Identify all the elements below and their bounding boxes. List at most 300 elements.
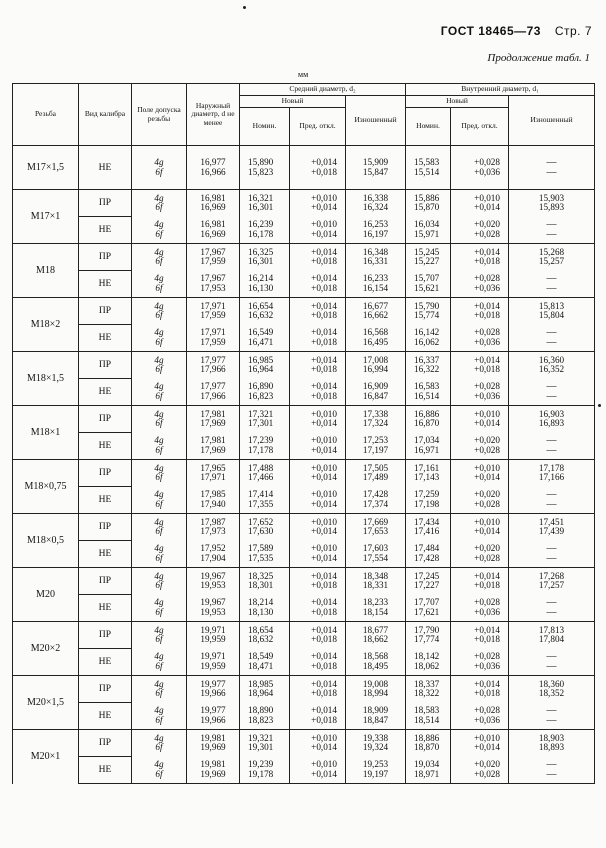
outer-diameter-values	[187, 190, 240, 217]
inner-deviation-values	[451, 757, 509, 784]
tolerance-values	[132, 514, 187, 541]
cell-value: 4g	[154, 570, 164, 581]
calibre-type: ПР	[79, 298, 132, 325]
cell-value: 18,994	[362, 688, 389, 699]
cell-value: +0,028	[474, 597, 500, 608]
cell-value: 16,847	[362, 390, 389, 401]
calibre-type: ПР	[79, 352, 132, 379]
inner-nominal-values	[406, 244, 451, 271]
inner-nominal-values	[406, 730, 451, 757]
cell-value: 16,154	[362, 282, 389, 293]
calibre-type: ПР	[79, 730, 132, 757]
inner-nominal-values	[406, 271, 451, 298]
cell-value: 16,886	[414, 408, 440, 419]
cell-value: 4g	[154, 273, 164, 284]
cell-value: +0,014	[311, 678, 337, 689]
inner-nominal-values	[406, 595, 451, 622]
cell-value: +0,018	[311, 282, 337, 293]
cell-value: 17,535	[248, 552, 274, 563]
cell-value: +0,010	[311, 192, 337, 203]
cell-value: 17,268	[538, 570, 565, 581]
cell-value: +0,028	[474, 498, 500, 509]
cell-value: 17,321	[248, 408, 274, 419]
pitch-worn-values	[346, 325, 406, 352]
cell-value: 4g	[154, 354, 164, 365]
cell-value: +0,010	[474, 516, 500, 527]
tolerance-values	[132, 622, 187, 649]
cell-value: 4g	[154, 192, 164, 203]
tolerance-values	[132, 379, 187, 406]
cell-value: 15,890	[248, 157, 274, 167]
cell-value: +0,010	[311, 219, 337, 230]
inner-worn-values	[509, 541, 595, 568]
pitch-worn-values	[346, 568, 406, 595]
cell-value: —	[546, 273, 557, 285]
cell-value: 17,034	[414, 435, 440, 446]
cell-value: +0,014	[311, 624, 337, 635]
calibre-type: НЕ	[79, 541, 132, 568]
cell-value: 4g	[154, 624, 164, 635]
tolerance-values	[132, 487, 187, 514]
pitch-deviation-values	[290, 541, 346, 568]
cell-value: 18,130	[248, 606, 274, 617]
pitch-worn-values	[346, 352, 406, 379]
pitch-deviation-values	[290, 703, 346, 730]
calibre-type: ПР	[79, 622, 132, 649]
outer-diameter-values	[187, 217, 240, 244]
cell-value: +0,014	[474, 526, 500, 537]
cell-value: 16,981	[200, 192, 226, 203]
col-inner-nominal: Номин.	[406, 108, 451, 146]
cell-value: +0,010	[474, 462, 500, 473]
cell-value: 16,971	[414, 444, 440, 455]
cell-value: +0,036	[474, 606, 500, 617]
cell-value: +0,018	[311, 606, 337, 617]
inner-nominal-values	[406, 757, 451, 784]
cell-value: 17,959	[200, 336, 226, 347]
cell-value: 19,981	[200, 759, 226, 770]
tolerance-values	[132, 541, 187, 568]
col-inner-deviation: Пред. откл.	[451, 108, 509, 146]
cell-value: +0,010	[311, 435, 337, 446]
thread-label: M20×2	[13, 622, 79, 676]
pitch-deviation-values	[290, 146, 346, 190]
cell-value: 16,568	[362, 327, 389, 338]
cell-value: 6f	[155, 228, 163, 239]
inner-deviation-values	[451, 146, 509, 190]
cell-value: +0,036	[474, 390, 500, 401]
pitch-nominal-values	[240, 568, 290, 595]
cell-value: 16,034	[414, 219, 440, 230]
cell-value: +0,036	[474, 714, 500, 725]
calibre-type: ПР	[79, 244, 132, 271]
calibre-type: НЕ	[79, 757, 132, 784]
pitch-worn-values	[346, 460, 406, 487]
cell-value: 4g	[154, 219, 164, 230]
cell-value: 6f	[155, 390, 163, 401]
cell-value: 17,804	[538, 634, 565, 645]
tolerance-values	[132, 460, 187, 487]
calibre-type: НЕ	[79, 703, 132, 730]
inner-nominal-values	[406, 622, 451, 649]
page-header	[441, 24, 592, 38]
cell-value: 4g	[154, 300, 164, 311]
cell-value: +0,028	[474, 552, 500, 563]
cell-value: 17,940	[200, 498, 226, 509]
cell-value: 18,062	[414, 660, 440, 671]
cell-value: +0,014	[311, 202, 337, 213]
cell-value: 18,154	[362, 606, 389, 617]
table-row	[13, 514, 595, 541]
table-row	[13, 541, 595, 568]
cell-value: +0,036	[474, 660, 500, 671]
cell-value: 16,253	[362, 219, 389, 230]
cell-value: +0,018	[474, 634, 500, 645]
inner-nominal-values	[406, 514, 451, 541]
cell-value: 6f	[155, 742, 163, 753]
inner-worn-values	[509, 676, 595, 703]
cell-value: +0,020	[474, 489, 500, 500]
cell-value: 4g	[154, 705, 164, 716]
cell-value: 16,583	[414, 381, 440, 392]
cell-value: +0,010	[311, 732, 337, 743]
cell-value: 16,301	[248, 202, 274, 213]
cell-value: 17,161	[414, 462, 440, 473]
cell-value: +0,014	[311, 570, 337, 581]
pitch-nominal-values	[240, 352, 290, 379]
cell-value: 19,967	[200, 570, 226, 581]
pitch-nominal-values	[240, 406, 290, 433]
cell-value: 17,981	[200, 435, 226, 446]
cell-value: 19,966	[200, 688, 226, 699]
cell-value: +0,018	[474, 256, 500, 267]
cell-value: 15,903	[538, 192, 565, 203]
tolerance-values	[132, 146, 187, 190]
inner-worn-values	[509, 379, 595, 406]
cell-value: 18,214	[248, 597, 274, 608]
pitch-nominal-values	[240, 757, 290, 784]
cell-value: 17,589	[248, 543, 274, 554]
inner-deviation-values	[451, 730, 509, 757]
cell-value: +0,014	[311, 651, 337, 662]
inner-deviation-values	[451, 352, 509, 379]
cell-value: 16,823	[248, 390, 274, 401]
cell-value: 6f	[155, 256, 163, 267]
tolerance-values	[132, 271, 187, 298]
cell-value: +0,028	[474, 768, 500, 779]
pitch-nominal-values	[240, 487, 290, 514]
pitch-worn-values	[346, 730, 406, 757]
cell-value: +0,028	[474, 705, 500, 716]
cell-value: 18,514	[414, 714, 440, 725]
cell-value: +0,014	[311, 498, 337, 509]
cell-value: 4g	[154, 597, 164, 608]
cell-value: 18,301	[248, 580, 274, 591]
table-row	[13, 406, 595, 433]
cell-value: 17,971	[200, 327, 226, 338]
cell-value: 17,959	[200, 256, 226, 267]
pitch-nominal-values	[240, 379, 290, 406]
unit-label: мм	[298, 70, 309, 79]
cell-value: +0,036	[474, 282, 500, 293]
cell-value: 19,953	[200, 606, 226, 617]
outer-diameter-values	[187, 541, 240, 568]
cell-value: +0,018	[311, 364, 337, 375]
cell-value: 15,583	[414, 157, 440, 167]
cell-value: 17,971	[200, 472, 226, 483]
cell-value: —	[546, 543, 557, 555]
cell-value: 6f	[155, 714, 163, 725]
cell-value: 15,886	[414, 192, 440, 203]
cell-value: 18,632	[248, 634, 274, 645]
cell-value: 19,301	[248, 742, 274, 753]
cell-value: —	[546, 157, 557, 168]
cell-value: 19,008	[362, 678, 389, 689]
inner-worn-values	[509, 568, 595, 595]
cell-value: +0,014	[311, 381, 337, 392]
outer-diameter-values	[187, 325, 240, 352]
cell-value: —	[546, 336, 557, 348]
cell-value: 16,322	[414, 364, 440, 375]
cell-value: 19,971	[200, 624, 226, 635]
cell-value: +0,014	[311, 354, 337, 365]
cell-value: 18,909	[362, 705, 389, 716]
cell-value: 6f	[155, 364, 163, 375]
cell-value: 19,966	[200, 714, 226, 725]
cell-value: 17,977	[200, 381, 226, 392]
cell-value: 16,969	[200, 202, 226, 213]
cell-value: 17,966	[200, 390, 226, 401]
outer-diameter-values	[187, 595, 240, 622]
page-number: Стр. 7	[554, 24, 592, 38]
cell-value: 6f	[155, 310, 163, 321]
pitch-nominal-values	[240, 271, 290, 298]
outer-diameter-values	[187, 406, 240, 433]
cell-value: 19,178	[248, 768, 274, 779]
inner-nominal-values	[406, 649, 451, 676]
inner-worn-values	[509, 146, 595, 190]
thread-label: M20	[13, 568, 79, 622]
cell-value: 18,823	[248, 714, 274, 725]
cell-value: +0,010	[311, 759, 337, 770]
inner-deviation-values	[451, 460, 509, 487]
cell-value: 19,959	[200, 634, 226, 645]
cell-value: +0,014	[311, 705, 337, 716]
cell-value: +0,014	[311, 552, 337, 563]
inner-deviation-values	[451, 298, 509, 325]
cell-value: 17,977	[200, 354, 226, 365]
cell-value: 17,428	[414, 552, 440, 563]
col-inner-new: Новый	[406, 96, 509, 108]
cell-value: 18,886	[414, 732, 440, 743]
calibre-type: НЕ	[79, 325, 132, 352]
cell-value: 15,847	[362, 166, 389, 177]
cell-value: 18,331	[362, 580, 389, 591]
tolerance-values	[132, 298, 187, 325]
col-inner-worn: Изношенный	[509, 96, 595, 146]
pitch-worn-values	[346, 649, 406, 676]
table-continuation: Продолжение табл. 1	[487, 52, 590, 64]
pitch-nominal-values	[240, 433, 290, 460]
thread-label: M17×1,5	[13, 146, 79, 190]
pitch-nominal-values	[240, 298, 290, 325]
cell-value: 17,416	[414, 526, 440, 537]
cell-value: +0,014	[311, 526, 337, 537]
cell-value: 4g	[154, 408, 164, 419]
cell-value: +0,014	[311, 472, 337, 483]
pitch-worn-values	[346, 146, 406, 190]
cell-value: 16,977	[200, 157, 226, 167]
inner-deviation-values	[451, 514, 509, 541]
cell-value: +0,018	[311, 336, 337, 347]
cell-value: 15,774	[414, 310, 440, 321]
cell-value: 17,707	[414, 597, 440, 608]
cell-value: 17,554	[362, 552, 389, 563]
outer-diameter-values	[187, 730, 240, 757]
calibre-type: НЕ	[79, 379, 132, 406]
cell-value: —	[546, 597, 557, 609]
cell-value: +0,014	[311, 327, 337, 338]
cell-value: 6f	[155, 166, 163, 177]
outer-diameter-values	[187, 676, 240, 703]
cell-value: —	[546, 606, 557, 618]
cell-value: 17,301	[248, 418, 274, 429]
cell-value: +0,018	[311, 390, 337, 401]
calibre-type: НЕ	[79, 433, 132, 460]
cell-value: 19,977	[200, 705, 226, 716]
cell-value: +0,014	[474, 678, 500, 689]
cell-value: 16,337	[414, 354, 440, 365]
cell-value: 17,227	[414, 580, 440, 591]
col-pitch-diameter: Средний диаметр, d₂	[240, 84, 406, 96]
pitch-worn-values	[346, 595, 406, 622]
cell-value: +0,020	[474, 219, 500, 230]
cell-value: 17,971	[200, 300, 226, 311]
tolerance-values	[132, 433, 187, 460]
pitch-worn-values	[346, 541, 406, 568]
cell-value: 18,549	[248, 651, 274, 662]
cell-value: —	[546, 651, 557, 663]
thread-label: M18×1	[13, 406, 79, 460]
pitch-worn-values	[346, 487, 406, 514]
table-row	[13, 146, 595, 190]
inner-deviation-values	[451, 244, 509, 271]
cell-value: 16,197	[362, 228, 389, 239]
thread-label: M18×0,5	[13, 514, 79, 568]
cell-value: —	[546, 498, 557, 510]
outer-diameter-values	[187, 622, 240, 649]
cell-value: —	[546, 228, 557, 240]
calibre-type: ПР	[79, 190, 132, 217]
tolerance-values	[132, 217, 187, 244]
pitch-nominal-values	[240, 146, 290, 190]
thread-label: M20×1	[13, 730, 79, 784]
cell-value: 17,178	[538, 462, 565, 473]
pitch-deviation-values	[290, 244, 346, 271]
thread-label: M18×2	[13, 298, 79, 352]
cell-value: 6f	[155, 472, 163, 483]
pitch-nominal-values	[240, 514, 290, 541]
cell-value: 17,253	[362, 435, 389, 446]
cell-value: 4g	[154, 435, 164, 446]
cell-value: 15,621	[414, 282, 440, 293]
outer-diameter-values	[187, 146, 240, 190]
tolerance-values	[132, 190, 187, 217]
cell-value: 17,621	[414, 606, 440, 617]
cell-value: 17,981	[200, 408, 226, 419]
cell-value: 19,977	[200, 678, 226, 689]
inner-worn-values	[509, 460, 595, 487]
cell-value: 15,813	[538, 300, 565, 311]
col-inner-diameter: Внутренний диаметр, d₁	[406, 84, 595, 96]
cell-value: 17,198	[414, 498, 440, 509]
cell-value: 17,969	[200, 418, 226, 429]
thread-label: M18×0,75	[13, 460, 79, 514]
cell-value: 4g	[154, 543, 164, 554]
cell-value: —	[546, 768, 557, 780]
cell-value: —	[546, 705, 557, 717]
inner-worn-values	[509, 271, 595, 298]
cell-value: 16,325	[248, 246, 274, 257]
cell-value: 16,870	[414, 418, 440, 429]
table-row	[13, 568, 595, 595]
cell-value: 19,321	[248, 732, 274, 743]
cell-value: 16,964	[248, 364, 274, 375]
cell-value: 17,967	[200, 246, 226, 257]
cell-value: 4g	[154, 327, 164, 338]
cell-value: 16,321	[248, 192, 274, 203]
cell-value: 18,870	[414, 742, 440, 753]
outer-diameter-values	[187, 757, 240, 784]
cell-value: —	[546, 282, 557, 294]
table-row	[13, 487, 595, 514]
cell-value: 6f	[155, 606, 163, 617]
cell-value: +0,014	[311, 444, 337, 455]
tolerance-values	[132, 649, 187, 676]
calibre-type: ПР	[79, 568, 132, 595]
cell-value: 16,549	[248, 327, 274, 338]
cell-value: 6f	[155, 498, 163, 509]
cell-value: +0,014	[311, 768, 337, 779]
cell-value: —	[546, 166, 557, 178]
pitch-deviation-values	[290, 217, 346, 244]
cell-value: 17,338	[362, 408, 389, 419]
inner-nominal-values	[406, 325, 451, 352]
inner-deviation-values	[451, 271, 509, 298]
pitch-nominal-values	[240, 541, 290, 568]
cell-value: 6f	[155, 282, 163, 293]
cell-value: 17,484	[414, 543, 440, 554]
cell-value: 17,813	[538, 624, 565, 635]
cell-value: +0,018	[311, 660, 337, 671]
outer-diameter-values	[187, 649, 240, 676]
cell-value: 16,348	[362, 246, 389, 257]
cell-value: 17,008	[362, 354, 389, 365]
pitch-deviation-values	[290, 757, 346, 784]
table-row	[13, 676, 595, 703]
cell-value: 19,034	[414, 759, 440, 770]
inner-deviation-values	[451, 406, 509, 433]
cell-value: 15,971	[414, 228, 440, 239]
pitch-worn-values	[346, 271, 406, 298]
tolerance-values	[132, 730, 187, 757]
tolerance-values	[132, 676, 187, 703]
table-row	[13, 379, 595, 406]
cell-value: 17,324	[362, 418, 389, 429]
col-pitch-worn: Изношенный	[346, 96, 406, 146]
cell-value: +0,036	[474, 166, 500, 177]
pitch-nominal-values	[240, 595, 290, 622]
